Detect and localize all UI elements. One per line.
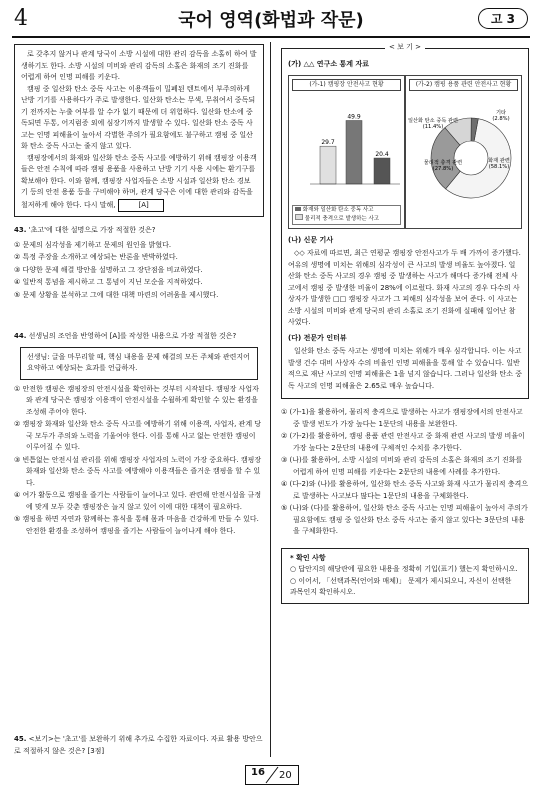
choice-number: ③ [14, 265, 21, 274]
choice-list [281, 407, 529, 538]
choice-number: ④ [14, 278, 21, 286]
choice-text: (다-2)와 (나)를 활용하여, 일산화 탄소 중독 사고와 화재 사고가 물리적 충격으로 발생하는 사고보다 많다는 1문단의 내용을 구체화한다. [289, 480, 528, 500]
interview-text: 일산화 탄소 중독 사고는 생명에 미치는 위해가 매우 심각합니다. 이는 사고 발생 건수 대비 사상자 수의 비율인 인명 피해율을 통해 알 수 있습니다. 일반적으로 재난 사고의 인명 피해율은 1을 넘지 않습니다. 그러나 일산화 탄소 중독 사고의 인명 피해율은 2.65로 매우 높습니다. [288, 347, 523, 390]
question-stem: 선생님의 조언을 반영하여 [A]를 작성한 내용으로 가장 적절한 것은? [28, 332, 237, 340]
choice-text: 안전한 캠핑은 캠핑장의 안전시설을 확인하는 것부터 시작된다. 캠핑장 사업자와 관계 당국은 캠핑장 이용객이 안전시설을 수월하게 확인할 수 있는 환경을 조성해 주어야 한다. [22, 384, 259, 416]
slice-value: (2.8%) [492, 115, 510, 122]
choice-number: ③ [14, 455, 21, 464]
passage-paragraph-text: 캠핑장에서의 화재와 일산화 탄소 중독 사고를 예방하기 위해 캠핑장 이용객들은 안전 수칙에 따라 캠핑 용품을 사용하고 난방 기기 사용 시에는 환기구를 확보해야 한다. 이와 함께, 캠핑장 사업자들은 소방 시설과 일산화 탄소 경보기 등의 안전 용품 등을 구비해야 하며, 관계 당국은 이에 대한 관리와 감독을 철저하게 해야 한다. 다시 말해, [21, 153, 257, 209]
choice-number: ① [14, 384, 21, 393]
current-page: 16 [251, 767, 265, 778]
slice-value: (11.4%) [422, 123, 444, 130]
bar-chart-panel [288, 75, 405, 229]
notice-item: ○ 답안지의 해당란에 필요한 내용을 정확히 기입(표기) 했는지 확인하시오. [290, 565, 518, 573]
passage-paragraph: 로 갖추지 않거나 관계 당국이 소방 시설에 대한 관리 감독을 소홀히 하여 발생하기도 한다. 소방 시설의 미비와 관리 감독의 소홀은 화재의 조기 진화를 어렵게 하여 인명 피해를 키운다. [21, 50, 257, 81]
question-45 [14, 734, 264, 757]
choice-text: 문제 상황을 분석하고 그에 대한 대책 마련의 어려움을 제시했다. [22, 290, 219, 299]
notice-item: ○ 이어서, 「선택과목(언어와 매체)」 문제가 제시되오니, 자신이 선택한 과목인지 확인하시오. [290, 576, 512, 596]
choice-number: ① [281, 408, 288, 416]
choice-item[interactable] [14, 252, 264, 264]
bar [320, 146, 336, 184]
choice-number: ④ [281, 480, 288, 488]
charts-row [288, 75, 522, 229]
choice-text: (가-1)을 활용하여, 물리적 충격으로 발생하는 사고가 캠핑장에서의 안전사고 중 발생 빈도가 가장 높다는 1문단의 내용을 보완한다. [289, 408, 523, 428]
question-number: 45. [14, 735, 27, 743]
choice-item[interactable] [14, 265, 264, 277]
choice-text: 빈틈없는 안전시설 관리를 위해 캠핑장 사업자의 노력이 가장 중요하다. 캠핑장 화재와 일산화 탄소 중독 사고를 예방해야 이용객들은 즐거운 캠핑을 할 수 있다. [22, 455, 262, 487]
slice-value: (27.8%) [432, 165, 454, 172]
legend-label: 화재와 일산화 탄소 중독 사고 [302, 206, 374, 213]
question-number: 44. [14, 332, 27, 340]
choice-item[interactable] [14, 490, 264, 513]
choice-item[interactable] [281, 407, 529, 430]
notice-title: * 확인 사항 [290, 553, 326, 562]
passage-paragraph [21, 153, 257, 213]
choice-item[interactable] [14, 277, 264, 289]
slice-label: 기타 [495, 109, 507, 116]
choice-list [14, 384, 264, 538]
choice-item[interactable] [281, 431, 529, 454]
bogi-title: < 보 기 > [385, 43, 425, 51]
choice-text: 다양한 문제 해결 방안을 설명하고 그 장단점을 비교하였다. [22, 265, 203, 274]
question-44 [14, 331, 264, 537]
slice-label: 화재 관련 [488, 157, 510, 164]
blank-marker: [A] [118, 199, 164, 213]
choice-text: 캠핑장 화재와 일산화 탄소 중독 사고를 예방하기 위해 이용객, 사업자, 관계 당국 모두가 주의와 노력을 기울여야 한다. 이를 통해 사고 없는 안전한 캠핑이 이루어질 수 있다. [22, 420, 262, 451]
choice-number: ② [14, 420, 21, 428]
choice-item[interactable] [14, 384, 264, 419]
column-divider [270, 42, 271, 757]
slice-value: (58.1%) [488, 163, 510, 170]
choice-item[interactable] [14, 419, 264, 454]
pie-chart-panel [405, 75, 522, 229]
bar-label: 20.4 [375, 150, 389, 158]
choice-text: 일반적 통념을 제시하고 그 통념이 지닌 모순을 지적하였다. [22, 278, 203, 286]
slice-label: 물리적 충격 관련 [423, 159, 463, 166]
choice-item[interactable] [14, 290, 264, 302]
grade-badge: 고 3 [478, 8, 528, 29]
choice-text: (나)를 활용하여, 소방 시설의 미비와 관리 감독의 소홀은 화재의 조기 진화를 어렵게 하여 인명 피해를 키운다는 2문단의 내용에 사례를 추가한다. [289, 456, 523, 476]
question-stem: '초고'에 대한 설명으로 가장 적절한 것은? [28, 226, 156, 234]
bar-label: 29.7 [321, 138, 335, 146]
advice-box: 선생님: 글을 마무리할 때, 핵심 내용을 문제 해결의 모든 주체와 관련지어 요약하고 예상되는 효과를 언급하자. [20, 347, 258, 380]
question-stem: <보기>는 '초고'를 보완하기 위해 추가로 수집한 자료이다. 자료 활용 방안으로 적절하지 않은 것은? [3점] [14, 735, 263, 755]
choice-text: 캠핑을 하면 자연과 함께하는 휴식을 통해 몸과 마음을 건강하게 만들 수 있다. 안전한 환경을 조성하여 캠핑을 즐기는 사람들이 늘어나게 해야 한다. [22, 515, 259, 535]
right-column [281, 43, 529, 604]
choice-number: ④ [14, 491, 21, 499]
bar [346, 120, 362, 184]
page-counter [245, 765, 299, 785]
choice-item[interactable] [14, 455, 264, 490]
header-rule [12, 36, 530, 38]
choice-number: ① [14, 240, 21, 249]
bar-chart-legend [292, 205, 401, 225]
passage-box [14, 44, 264, 217]
choice-number: ② [14, 253, 21, 261]
bar-chart-title: (가-1) 캠핑장 안전사고 현황 [292, 79, 401, 91]
legend-label: 물리적 충격으로 발생하는 사고 [304, 215, 380, 222]
choice-text: 여가 활동으로 캠핑을 즐기는 사람들이 늘어나고 있다. 관련해 안전시설을 규정에 맞게 모두 갖춘 캠핑장은 늘지 않고 있어 이에 대한 대책이 필요하다. [22, 491, 262, 511]
pie-chart [407, 102, 523, 224]
total-pages: 20 [279, 770, 292, 781]
bar-label: 49.9 [347, 112, 361, 120]
stats-heading: (가) △△ 연구소 통계 자료 [288, 60, 370, 68]
choice-item[interactable] [14, 514, 264, 537]
news-text: ◇◇ 자료에 따르면, 최근 연평균 캠핑장 안전사고가 두 배 가까이 증가했다. 여유의 생명에 미치는 위해의 심각성이 큰 사고의 발생 비율도 높아졌다. 일산화 탄소 중독 사고의 경우 캠핑 중 발생하는 사고가 해마다 증가해 전체 사고에서 캠핑 중 발생한 비율이 28%에 이르렀다. 화재 사고의 경우 다수의 사상자가 발생한 □□ 캠핑장 사고가 그 피해의 심각성을 보여 준다. 이 사고는 소방 시설의 미비와 관계 당국의 관리 소홀로 조기 진화에 실패해 일어난 참사였다. [288, 249, 521, 326]
pie-chart-title: (가-2) 캠핑 용품 관련 안전사고 현황 [409, 79, 518, 91]
choice-list [14, 240, 264, 302]
choice-text: (가-2)를 활용하여, 캠핑 용품 관련 안전사고 중 화재 관련 사고의 발생 비율이 가장 높다는 2문단의 내용에 구체적인 수치를 추가한다. [289, 432, 525, 452]
choice-number: ③ [281, 456, 288, 464]
interview-heading: (다) 전문가 인터뷰 [288, 333, 347, 342]
page-number-header: 4 [14, 6, 28, 31]
choice-number: ⑤ [281, 504, 288, 512]
question-43 [14, 225, 264, 301]
choice-item[interactable] [281, 455, 529, 478]
bogi-box [281, 43, 529, 399]
choice-text: (나)와 (다)를 활용하여, 일산화 탄소 중독 사고는 인명 피해율이 높아서 주의가 필요함에도 캠핑 중 일산화 탄소 중독 사고는 줄지 않고 있다는 3문단의 내용을 구체화한다. [289, 504, 528, 535]
bar [374, 158, 390, 184]
choice-text: 문제의 심각성을 제기하고 문제의 원인을 밝혔다. [22, 240, 172, 249]
slice-label: 일산화 탄소 중독 관련 [407, 117, 459, 124]
choice-item[interactable] [281, 503, 529, 538]
choice-number: ⑤ [14, 290, 21, 299]
choice-item[interactable] [281, 479, 529, 502]
page-title: 국어 영역(화법과 작문) [178, 10, 364, 31]
pie-hole [454, 141, 488, 175]
passage-paragraph: 캠핑 중 일산화 탄소 중독 사고는 이용객들이 밀폐된 텐트에서 부주의하게 난방 기기를 사용하다가 주로 발생한다. 일산화 탄소는 무색, 무취여서 중독되기 전까지는 누출 여부를 알 수가 없기 때문에 더 위험하다. 일산화 탄소에 중독되면 두통, 어지럼증 외에 심장기까지 발생할 수 있다. 일산화 탄소 중독 사고는 인명 피해율이 높아서 각별한 주의가 필요함에도 불구하고 캠핑 중 일산화 탄소 중독 사고는 줄지 않고 있다. [21, 84, 256, 150]
notice-box [281, 548, 529, 604]
left-column [14, 44, 264, 538]
news-heading: (나) 신문 기사 [288, 235, 334, 244]
choice-item[interactable] [14, 240, 264, 252]
question-45-choices [281, 407, 529, 538]
bar-chart [290, 100, 406, 192]
choice-number: ⑤ [14, 515, 21, 523]
choice-number: ② [281, 432, 288, 440]
choice-text: 특정 주장을 소개하고 예상되는 반론을 반박하였다. [22, 253, 178, 261]
question-number: 43. [14, 226, 27, 234]
